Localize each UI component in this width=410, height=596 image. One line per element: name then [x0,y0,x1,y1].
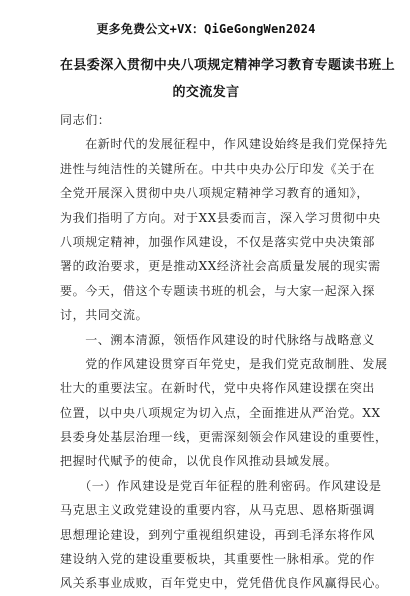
salutation: 同志们： [60,113,111,127]
body-line: 把握时代赋予的使命，以优良作风推动县域发展。 [60,454,338,469]
title-line-1: 在县委深入贯彻中央八项规定精神学习教育专题读书班上 [60,58,396,73]
subsection-line: （一）作风建设是党百年征程的胜利密码。作风建设是 [60,478,382,493]
document-body [60,108,388,596]
body-line: 进性与纯洁性的关键所在。中共中央办公厅印发《关于在 [60,161,376,176]
title-line-2: 的交流发言 [172,85,240,100]
body-line: 风关系事业成败，百年党史中，党凭借优良作风赢得民心。 [60,576,388,591]
document-title [60,52,396,106]
body-line: 讨，共同交流。 [60,308,149,323]
body-line: 建设纳入党的建设重要板块，其重要性一脉相承。党的作 [60,552,376,567]
body-line: 在新时代的发展征程中，作风建设始终是我们党保持先 [60,137,388,152]
watermark-header: 更多免费公文+VX：QiGeGongWen2024 [96,22,316,36]
body-line: 壮大的重要法宝。在新时代，党中央将作风建设摆在突出 [60,381,376,396]
body-line: 全党开展深入贯彻中央八项规定精神学习教育的通知》， [60,186,370,201]
section-heading: 一、溯本清源，领悟作风建设的时代脉络与战略意义 [60,332,376,347]
body-line: 要。今天，借这个专题读书班的机会，与大家一起深入探 [60,283,376,298]
body-line: 马克思主义政党建设的重要内容，从马克思、恩格斯强调 [60,503,376,518]
body-line: 八项规定精神，加强作风建设，不仅是落实党中央决策部 [60,234,376,249]
body-line: 署的政治要求，更是推动XX经济社会高质量发展的现实需 [60,259,381,274]
body-line: 思想理论建设，到列宁重视组织建设，再到毛泽东将作风 [60,527,376,542]
body-line: 党的作风建设贯穿百年党史，是我们党克敌制胜、发展 [60,356,388,371]
body-line: 县委身处基层治理一线，更需深刻领会作风建设的重要性， [60,430,388,445]
body-line: 为我们指明了方向。对于XX县委而言，深入学习贯彻中央 [60,210,381,225]
body-line: 位置，以中央八项规定为切入点，全面推进从严治党。XX [60,405,381,420]
